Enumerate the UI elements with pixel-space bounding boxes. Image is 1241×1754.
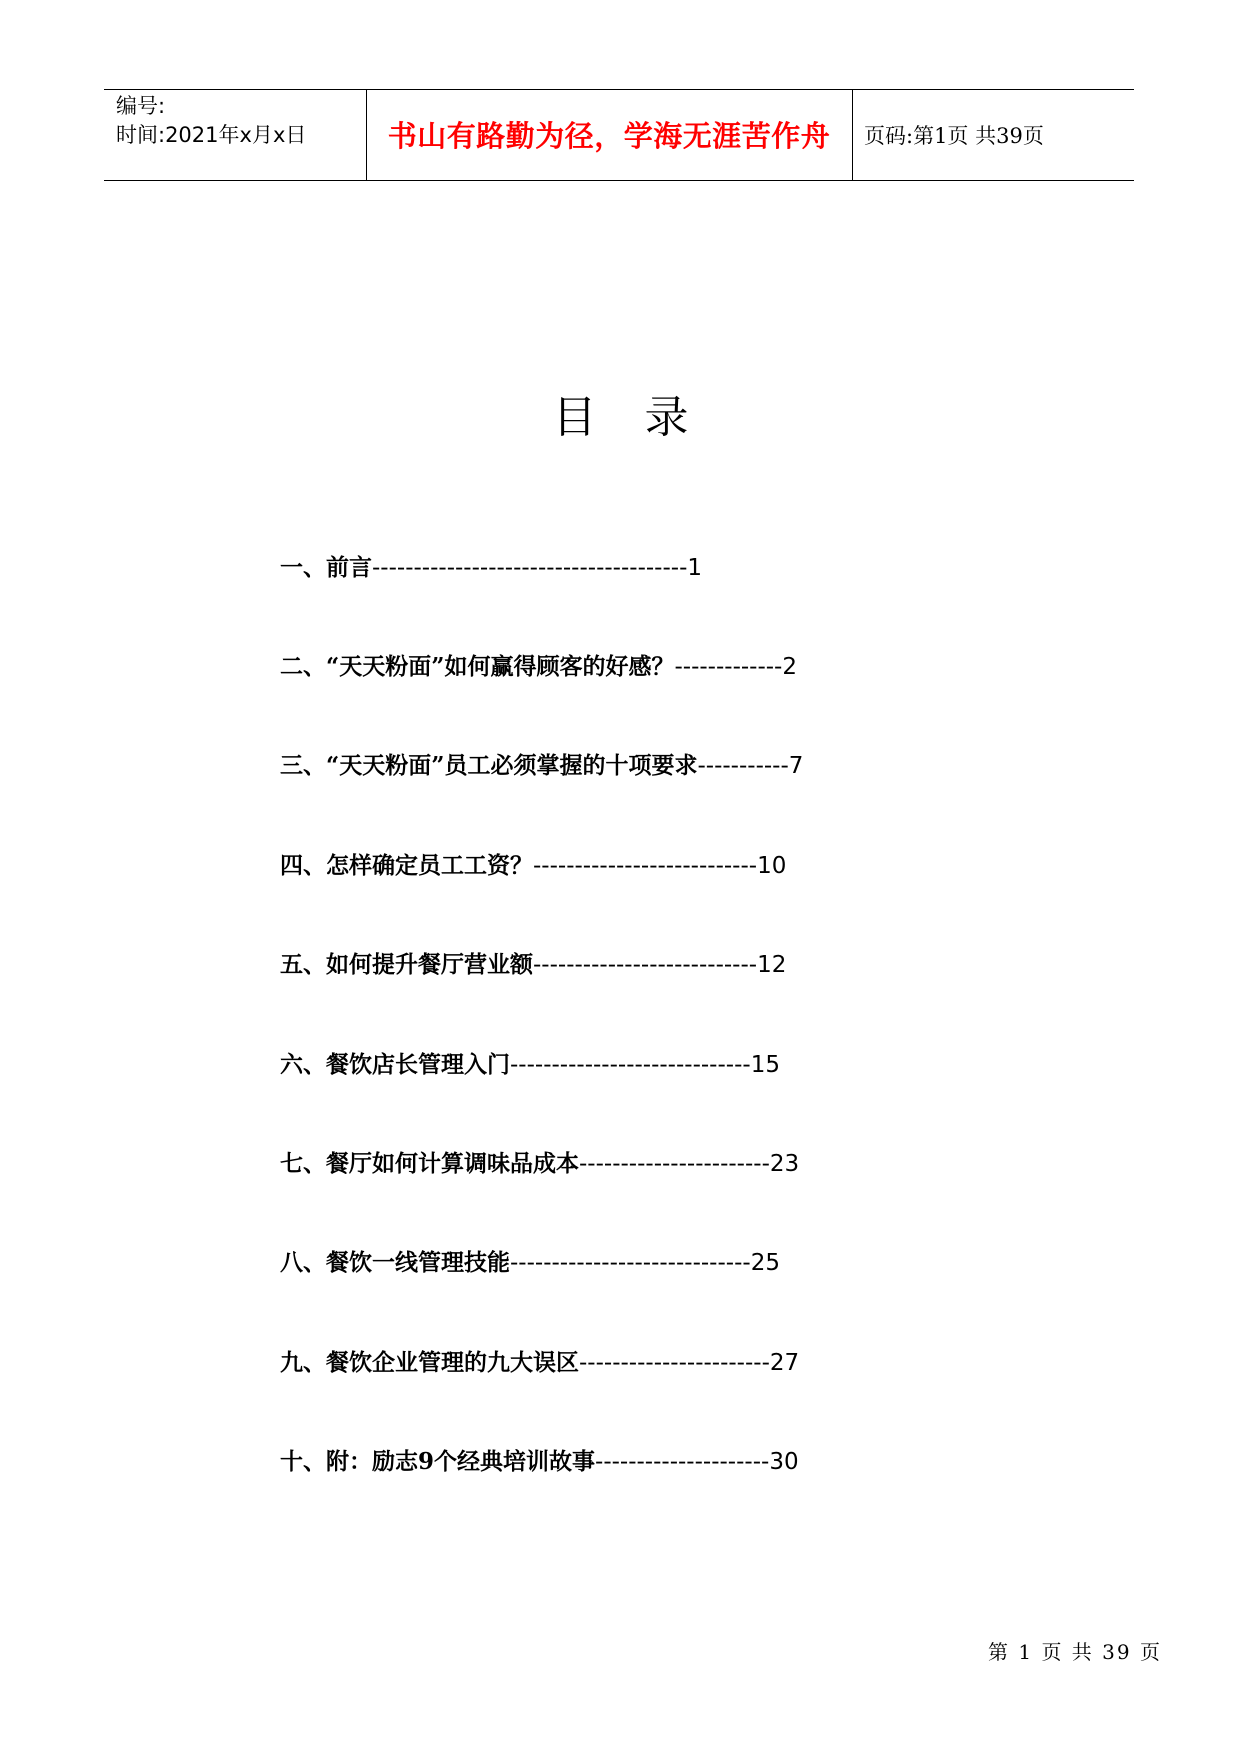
toc-entry-leader: ----------- xyxy=(697,753,789,779)
toc-entry[interactable] xyxy=(280,651,797,683)
toc-entry-page: 25 xyxy=(750,1250,780,1276)
header-time-label: 时间:2021年x月x日 xyxy=(116,123,307,147)
toc-entry-page: 10 xyxy=(757,853,787,879)
toc-entry-page: 1 xyxy=(687,555,703,581)
header-meta xyxy=(116,92,306,150)
toc-entry-text: 十、附：励志9个经典培训故事 xyxy=(280,1448,596,1475)
toc-entry-text: 一、前言 xyxy=(280,554,372,581)
page-footer: 第 1 页 共 39 页 xyxy=(988,1640,1162,1664)
toc-entry-text: 四、怎样确定员工工资？ xyxy=(280,852,533,879)
toc-entry-leader: ----------------------- xyxy=(579,1151,770,1177)
toc-entry-text: 六、餐饮店长管理入门 xyxy=(280,1051,510,1078)
toc-entry-leader: ----------------------------- xyxy=(510,1250,751,1276)
toc-entry-text: 七、餐厅如何计算调味品成本 xyxy=(280,1150,579,1177)
toc-entry-text: 三、“天天粉面”员工必须掌握的十项要求 xyxy=(280,752,698,779)
toc-entry-leader: ------------- xyxy=(674,654,783,680)
header-number-label: 编号: xyxy=(116,94,166,118)
toc-entry[interactable] xyxy=(280,1148,799,1180)
header-page-info: 页码:第1页 共39页 xyxy=(864,123,1044,148)
toc-entry[interactable] xyxy=(280,949,786,981)
toc-entry-page: 7 xyxy=(788,753,804,779)
toc-entry-leader: -------------------------------------- xyxy=(372,555,688,581)
toc-entry-page: 12 xyxy=(757,952,787,978)
toc-entry-page: 30 xyxy=(769,1449,799,1475)
toc-entry-leader: ----------------------------- xyxy=(510,1052,751,1078)
document-title: 目录 xyxy=(552,392,737,443)
toc-entry-text: 九、餐饮企业管理的九大误区 xyxy=(280,1349,579,1376)
toc-entry[interactable] xyxy=(280,552,702,584)
toc-entry-page: 27 xyxy=(769,1350,800,1376)
toc-entry[interactable] xyxy=(280,1347,799,1379)
document-header xyxy=(104,89,1134,181)
toc-entry-leader: --------------------------- xyxy=(533,853,758,879)
header-motto: 书山有路勤为径，学海无涯苦作舟 xyxy=(387,119,831,153)
toc-entry-text: 八、餐饮一线管理技能 xyxy=(280,1249,510,1276)
toc-entry[interactable] xyxy=(280,850,786,882)
toc-entry[interactable] xyxy=(280,1049,780,1081)
toc-entry-leader: ----------------------- xyxy=(579,1350,770,1376)
toc-entry[interactable] xyxy=(280,1247,780,1279)
toc-entry-leader: --------------------------- xyxy=(533,952,758,978)
toc-entry-page: 2 xyxy=(782,654,798,680)
toc-entry[interactable] xyxy=(280,750,803,782)
toc-entry-leader: --------------------- xyxy=(595,1449,770,1475)
header-divider-right xyxy=(852,90,853,180)
toc-entry-page: 23 xyxy=(769,1151,800,1177)
toc-entry[interactable] xyxy=(280,1446,799,1478)
toc-entry-text: 二、“天天粉面”如何赢得顾客的好感？ xyxy=(280,653,675,680)
toc-entry-page: 15 xyxy=(750,1052,780,1078)
toc-entry-text: 五、如何提升餐厅营业额 xyxy=(280,951,533,978)
